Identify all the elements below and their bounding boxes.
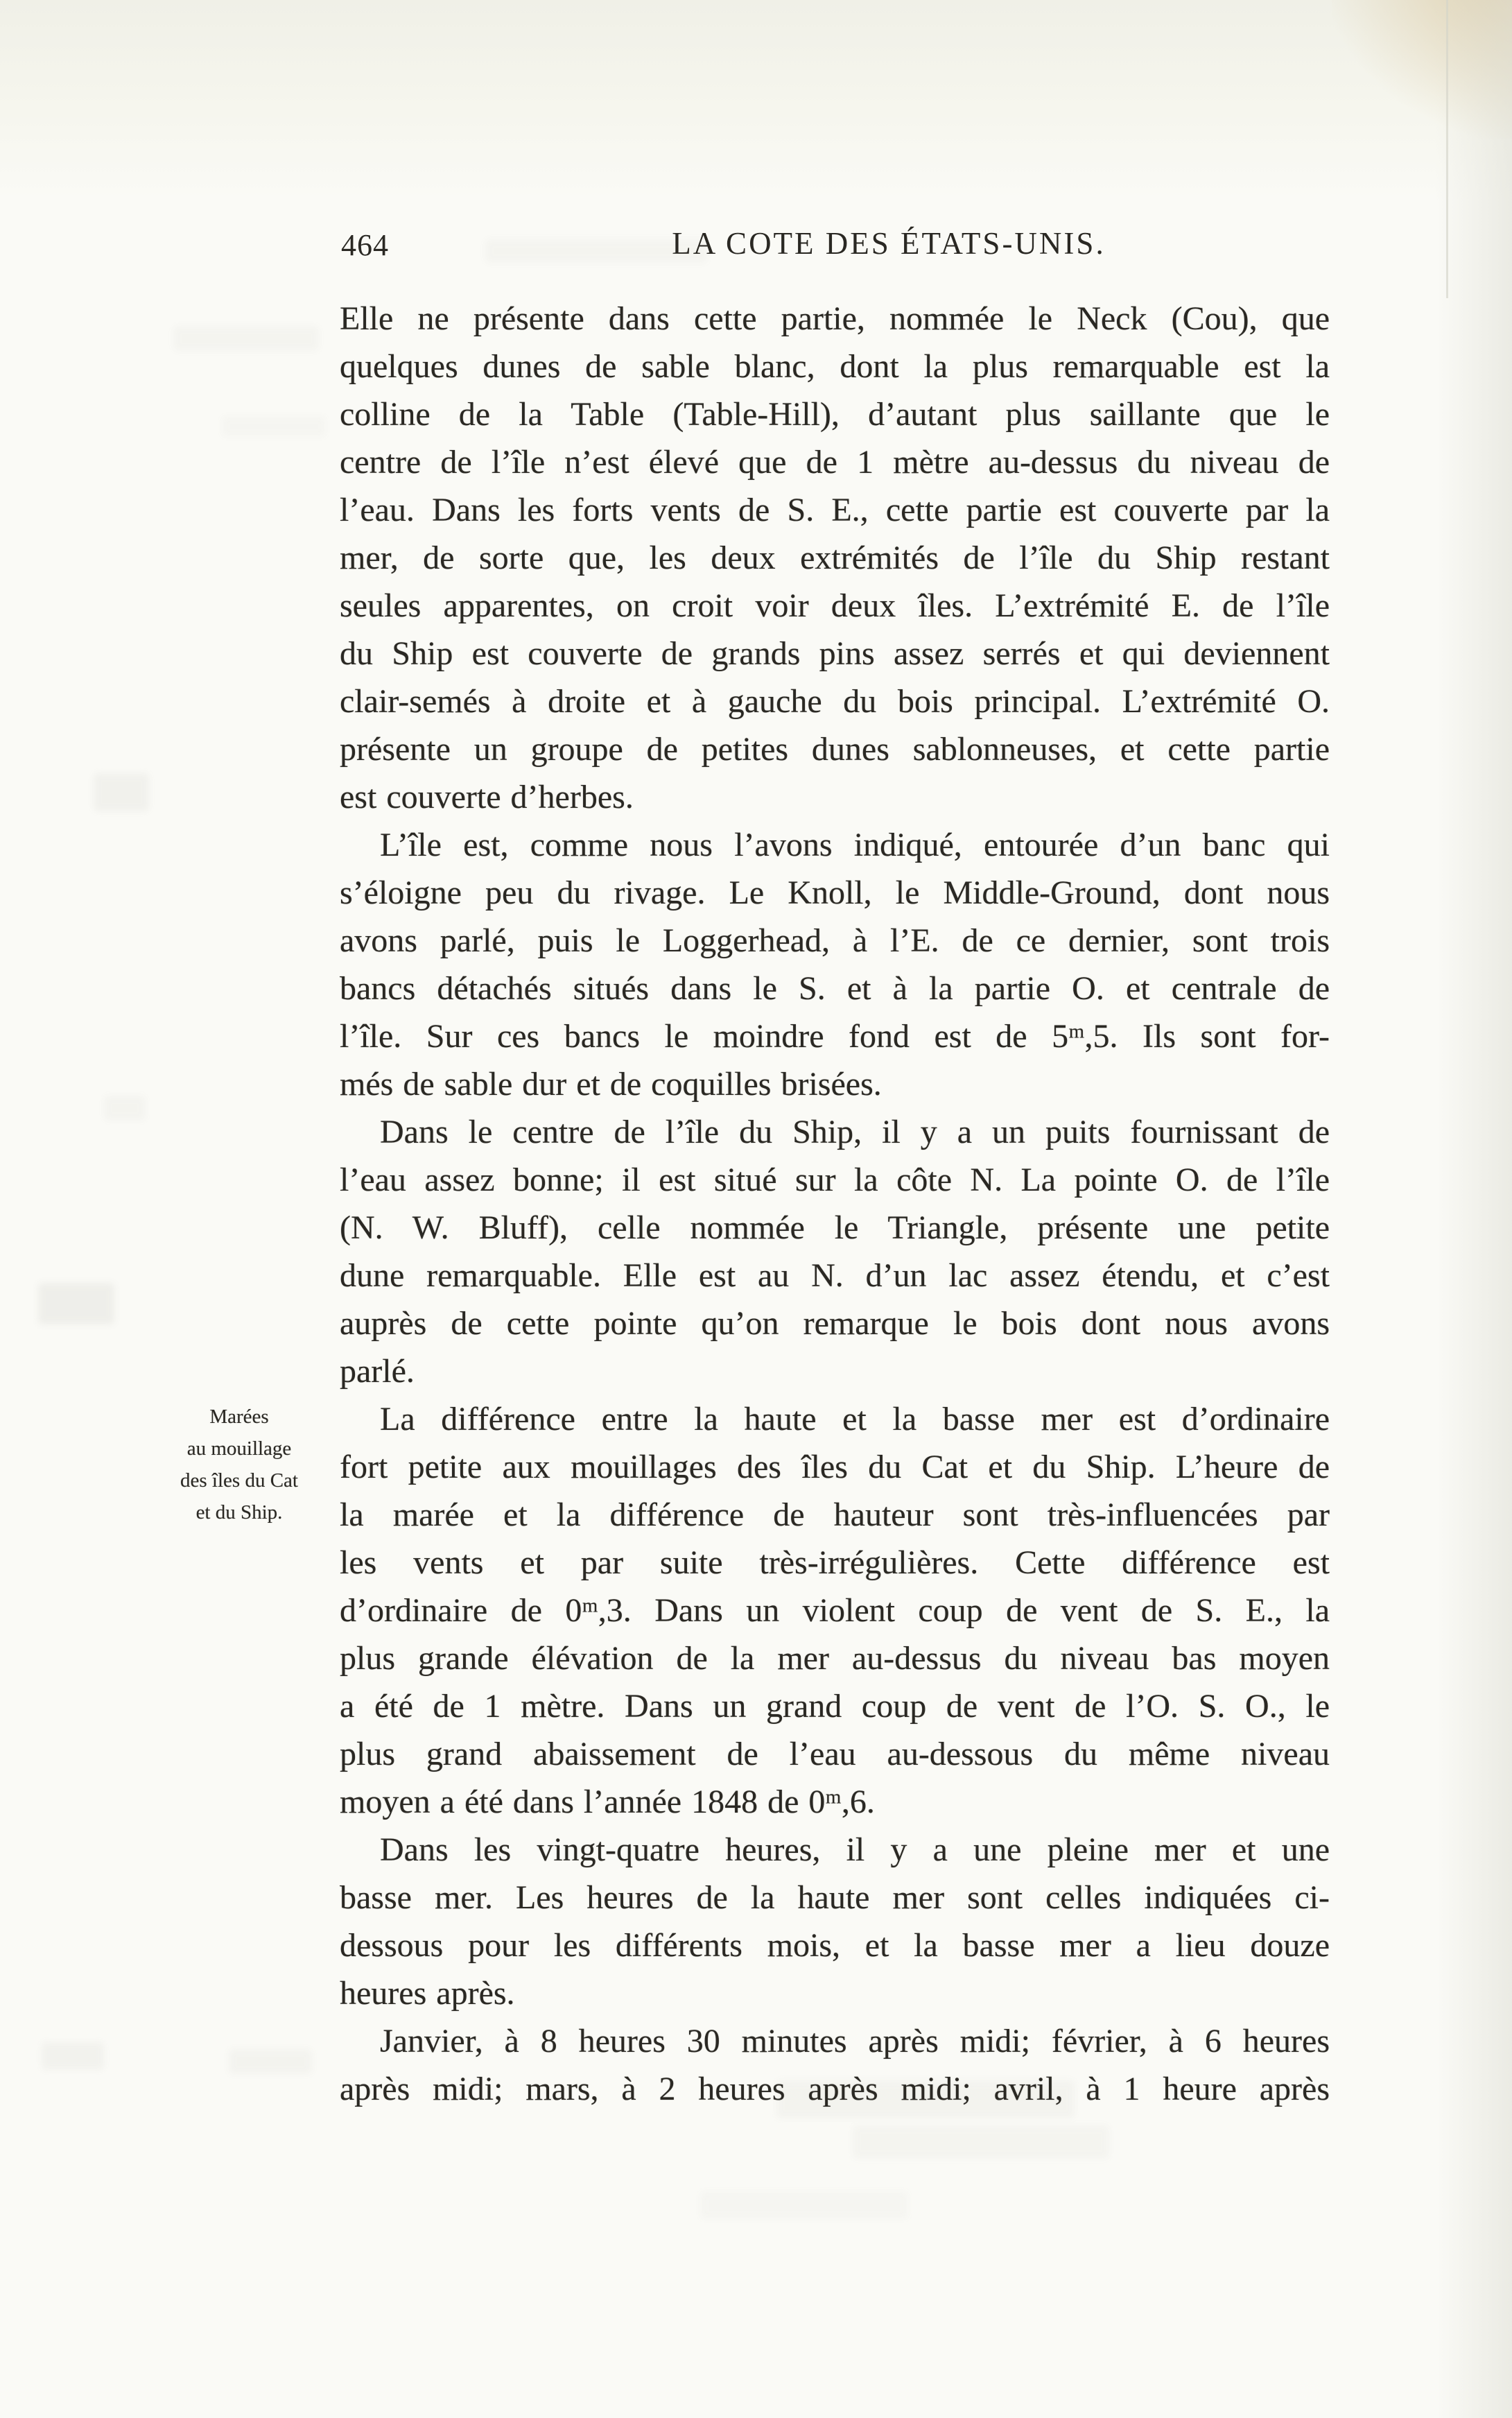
body-line: s’éloigne peu du rivage. Le Knoll, le Middle-Ground, dont nous <box>340 874 1330 911</box>
bleed-through-mark <box>94 773 149 811</box>
body-line: la marée et la différence de hauteur sont très-influencées par <box>340 1496 1330 1533</box>
bleed-through-mark <box>104 1096 146 1121</box>
body-line: Dans le centre de l’île du Ship, il y a un puits fournissant de <box>380 1114 1330 1150</box>
body-line: colline de la Table (Table-Hill), d’autant plus saillante que le <box>340 396 1330 433</box>
body-line: (N. W. Bluff), celle nommée le Triangle, présente une petite <box>340 1209 1330 1246</box>
body-line: est couverte d’herbes. <box>340 779 634 815</box>
margin-note-line: et du Ship. <box>195 1501 283 1523</box>
bleed-through-mark <box>42 2042 104 2070</box>
body-line: dessous pour les différents mois, et la basse mer a lieu douze <box>340 1927 1330 1964</box>
body-line: fort petite aux mouillages des îles du Cat et du Ship. L’heure de <box>340 1449 1330 1485</box>
scan-fold-line <box>1446 0 1448 298</box>
body-line: plus grand abaissement de l’eau au-dessous du même niveau <box>340 1736 1330 1772</box>
body-line: heures après. <box>340 1975 515 2012</box>
margin-note-line: Marées <box>209 1406 269 1428</box>
margin-note-line: des îles du Cat <box>180 1469 298 1492</box>
bleed-through-mark <box>853 2125 1109 2159</box>
paragraph <box>340 821 1330 1108</box>
body-line: l’eau assez bonne; il est situé sur la côte N. La pointe O. de l’île <box>340 1161 1330 1198</box>
body-line: mer, de sorte que, les deux extrémités de l’île du Ship restant <box>340 539 1330 576</box>
body-line: dune remarquable. Elle est au N. d’un lac assez étendu, et c’est <box>340 1257 1330 1294</box>
scan-top-shading <box>0 0 1512 201</box>
body-line: du Ship est couverte de grands pins assez serrés et qui deviennent <box>340 635 1330 672</box>
body-line: més de sable dur et de coquilles brisées. <box>340 1066 882 1103</box>
body-line: La différence entre la haute et la basse mer est d’ordinaire <box>380 1401 1330 1437</box>
page-number: 464 <box>341 228 389 262</box>
body-line: basse mer. Les heures de la haute mer sont celles indiquées ci- <box>340 1879 1330 1916</box>
body-line: l’eau. Dans les forts vents de S. E., cette partie est couverte par la <box>340 492 1330 528</box>
body-line: d’ordinaire de 0ᵐ,3. Dans un violent coup de vent de S. E., la <box>340 1592 1330 1629</box>
paragraph <box>340 1826 1330 2017</box>
body-line: Dans les vingt-quatre heures, il y a une pleine mer et une <box>380 1831 1330 1868</box>
body-line: L’île est, comme nous l’avons indiqué, entourée d’un banc qui <box>380 827 1330 863</box>
body-line: l’île. Sur ces bancs le moindre fond est de 5ᵐ,5. Ils sont for- <box>340 1018 1330 1055</box>
body-line: Janvier, à 8 heures 30 minutes après midi; février, à 6 heures <box>380 2023 1330 2059</box>
body-line: a été de 1 mètre. Dans un grand coup de vent de l’O. S. O., le <box>340 1688 1330 1725</box>
bleed-through-mark <box>229 2049 312 2074</box>
body-line: moyen a été dans l’année 1848 de 0ᵐ,6. <box>340 1784 875 1820</box>
paragraph <box>340 1108 1330 1395</box>
margin-note-line: au mouillage <box>186 1437 292 1460</box>
paragraph <box>340 1395 1330 1826</box>
body-line: après midi; mars, à 2 heures après midi; avril, à 1 heure après <box>340 2071 1330 2107</box>
margin-note <box>132 1401 347 1528</box>
paragraph <box>340 295 1330 821</box>
body-line: bancs détachés situés dans le S. et à la partie O. et centrale de <box>340 970 1330 1007</box>
body-line: parlé. <box>340 1353 415 1390</box>
body-line: centre de l’île n’est élevé que de 1 mètre au-dessus du niveau de <box>340 444 1330 481</box>
scan-right-edge-shading <box>1436 0 1512 2418</box>
body-line: les vents et par suite très-irrégulières. Cette différence est <box>340 1544 1330 1581</box>
paragraph <box>340 2017 1330 2113</box>
bleed-through-mark <box>173 326 319 351</box>
body-line: plus grande élévation de la mer au-dessus du niveau bas moyen <box>340 1640 1330 1677</box>
bleed-through-mark <box>222 416 326 437</box>
bleed-through-mark <box>700 2191 908 2219</box>
body-line: quelques dunes de sable blanc, dont la plus remarquable est la <box>340 348 1330 385</box>
body-text <box>340 295 1330 2113</box>
body-line: Elle ne présente dans cette partie, nommée le Neck (Cou), que <box>340 300 1330 337</box>
body-line: auprès de cette pointe qu’on remarque le bois dont nous avons <box>340 1305 1330 1342</box>
body-line: avons parlé, puis le Loggerhead, à l’E. de ce dernier, sont trois <box>340 922 1330 959</box>
body-line: seules apparentes, on croit voir deux îles. L’extrémité E. de l’île <box>340 587 1330 624</box>
body-line: présente un groupe de petites dunes sablonneuses, et cette partie <box>340 731 1330 768</box>
body-line: clair-semés à droite et à gauche du bois principal. L’extrémité O. <box>340 683 1330 720</box>
running-title: LA COTE DES ÉTATS-UNIS. <box>672 226 1106 261</box>
bleed-through-mark <box>38 1283 114 1324</box>
